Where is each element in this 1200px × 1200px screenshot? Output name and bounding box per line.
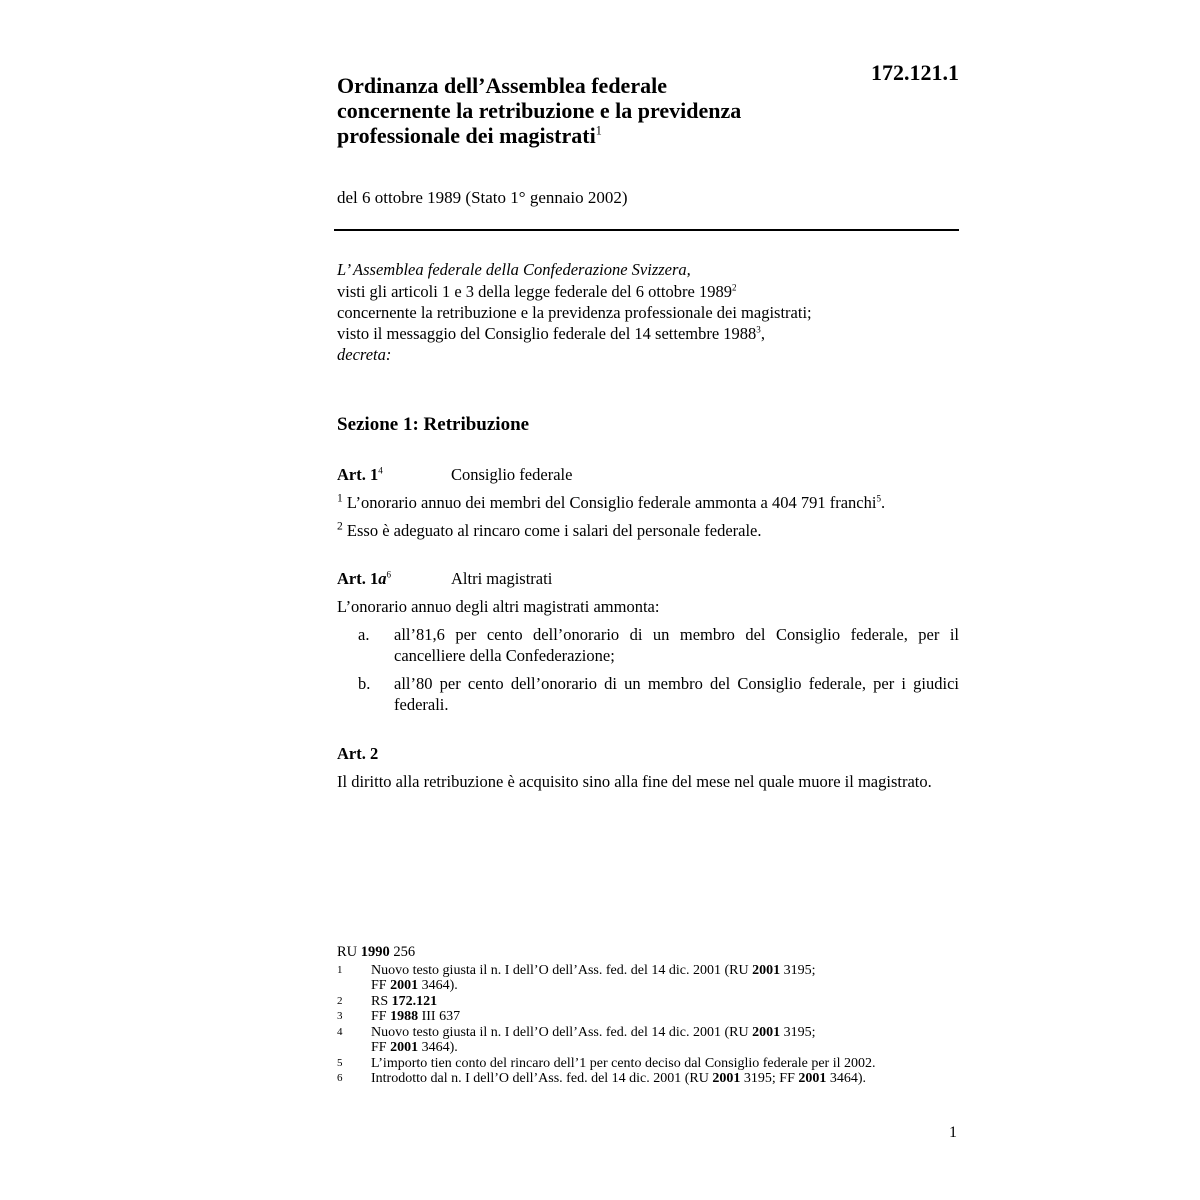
paragraph-number: 2: [337, 520, 343, 533]
list-item-text: all’80 per cento dell’onorario di un membro del Consiglio federale, per i giudici federali.: [394, 674, 959, 714]
title-line-1: Ordinanza dell’Assemblea federale: [337, 73, 667, 98]
footnote-ref-6[interactable]: 6: [386, 569, 392, 580]
document-title: [337, 73, 837, 148]
footnote-text: FF 1988 III 637: [371, 1009, 461, 1024]
preamble-line-3-text: visto il messaggio del Consiglio federale del 14 settembre 1988: [337, 324, 757, 343]
footnote-ref-4[interactable]: 4: [378, 465, 383, 476]
article-1-label: Art. 1: [337, 465, 379, 484]
article-1-paragraph-1: [337, 492, 959, 513]
title-line-3: professionale dei magistrati: [337, 123, 596, 148]
header-divider: [334, 229, 959, 231]
preamble: [337, 259, 812, 366]
article-2-number: Art. 2: [337, 744, 379, 763]
footnote-ref-5[interactable]: 5: [876, 493, 881, 504]
footnote-2: [337, 994, 959, 1010]
list-item: [337, 624, 959, 666]
preamble-line-3-end: ,: [760, 324, 765, 343]
article-2: [337, 743, 959, 792]
article-1a: [337, 568, 959, 715]
ru-reference: [337, 945, 959, 961]
preamble-line-2: concernente la retribuzione e la previdenza professionale dei magistrati;: [337, 303, 812, 322]
footnote-number: 5: [337, 1056, 343, 1069]
preamble-line-1-text: visti gli articoli 1 e 3 della legge federale del 6 ottobre 1989: [337, 282, 732, 301]
footnote-4: [337, 1025, 959, 1056]
footnote-number: 3: [337, 1010, 343, 1022]
title-footnote-ref[interactable]: 1: [595, 123, 602, 138]
article-1a-number: [337, 568, 451, 589]
article-1: [337, 464, 959, 541]
article-1a-heading: Altri magistrati: [451, 569, 553, 588]
article-1a-header: [337, 568, 959, 589]
sr-number: 172.121.1: [871, 60, 959, 85]
footnote-number: 1: [337, 963, 343, 976]
preamble-decree: decreta:: [337, 345, 392, 364]
ru-prefix: RU: [337, 944, 358, 960]
article-1-heading: Consiglio federale: [451, 465, 573, 484]
date-line: del 6 ottobre 1989 (Stato 1° gennaio 2002): [337, 188, 628, 207]
article-1-paragraph-2-text: Esso è adeguato al rincaro come i salari del personale federale.: [346, 521, 762, 540]
paragraph-number: 1: [337, 492, 343, 505]
article-1-paragraph-2: [337, 520, 959, 541]
footnote-1: [337, 963, 959, 994]
article-1-number: [337, 464, 451, 485]
footnote-ref-2[interactable]: 2: [731, 282, 737, 293]
footnote-ref-3[interactable]: 3: [756, 324, 761, 335]
footnote-number: 4: [337, 1025, 343, 1038]
footnotes: [337, 945, 959, 1087]
footnote-3: [337, 1009, 959, 1025]
ru-page: 256: [393, 944, 416, 960]
article-1a-suffix: a: [378, 569, 387, 588]
article-2-text: Il diritto alla retribuzione è acquisito sino alla fine del mese nel quale muore il magistrato.: [337, 772, 932, 791]
footnote-text: Nuovo testo giusta il n. I dell’O dell’Ass. fed. del 14 dic. 2001 (RU 2001 3195; FF 2001 3464).: [371, 962, 816, 993]
footnote-text: Nuovo testo giusta il n. I dell’O dell’Ass. fed. del 14 dic. 2001 (RU 2001 3195; FF 2001 3464).: [371, 1024, 816, 1055]
footnote-text: RS 172.121: [371, 993, 438, 1009]
footnote-5: [337, 1056, 959, 1072]
section-title: Sezione 1: Retribuzione: [337, 414, 530, 435]
document-page: [337, 0, 959, 1200]
title-line-2: concernente la retribuzione e la previdenza: [337, 98, 742, 123]
article-1a-label: Art. 1: [337, 569, 379, 588]
article-2-header: [337, 743, 959, 764]
list-item: [337, 673, 959, 715]
list-item-label: a.: [358, 625, 370, 644]
footnote-number: 6: [337, 1072, 343, 1084]
preamble-line-1: [337, 281, 812, 302]
footnote-number: 2: [337, 994, 343, 1007]
list-item-text: all’81,6 per cento dell’onorario di un membro del Consiglio federale, per il cancelliere della Confederazione;: [394, 625, 959, 665]
footnote-6: [337, 1071, 959, 1087]
article-1-paragraph-1-text: L’onorario annuo dei membri del Consiglio federale ammonta a 404 791 franchi: [346, 493, 877, 512]
preamble-issuer: L’ Assemblea federale della Confederazione Svizzera,: [337, 260, 691, 279]
footnote-text: L’importo tien conto del rincaro dell’1 per cento deciso dal Consiglio federale per il 2002.: [371, 1055, 876, 1071]
article-1-paragraph-1-end: .: [880, 493, 886, 512]
footnote-text: Introdotto dal n. I dell’O dell’Ass. fed. del 14 dic. 2001 (RU 2001 3195; FF 2001 3464).: [371, 1071, 867, 1086]
article-1a-intro: L’onorario annuo degli altri magistrati ammonta:: [337, 597, 660, 616]
article-1-header: [337, 464, 959, 485]
page-number: 1: [949, 1124, 957, 1141]
list-item-label: b.: [358, 674, 371, 693]
ru-year: 1990: [360, 944, 390, 960]
preamble-line-3: [337, 323, 812, 344]
